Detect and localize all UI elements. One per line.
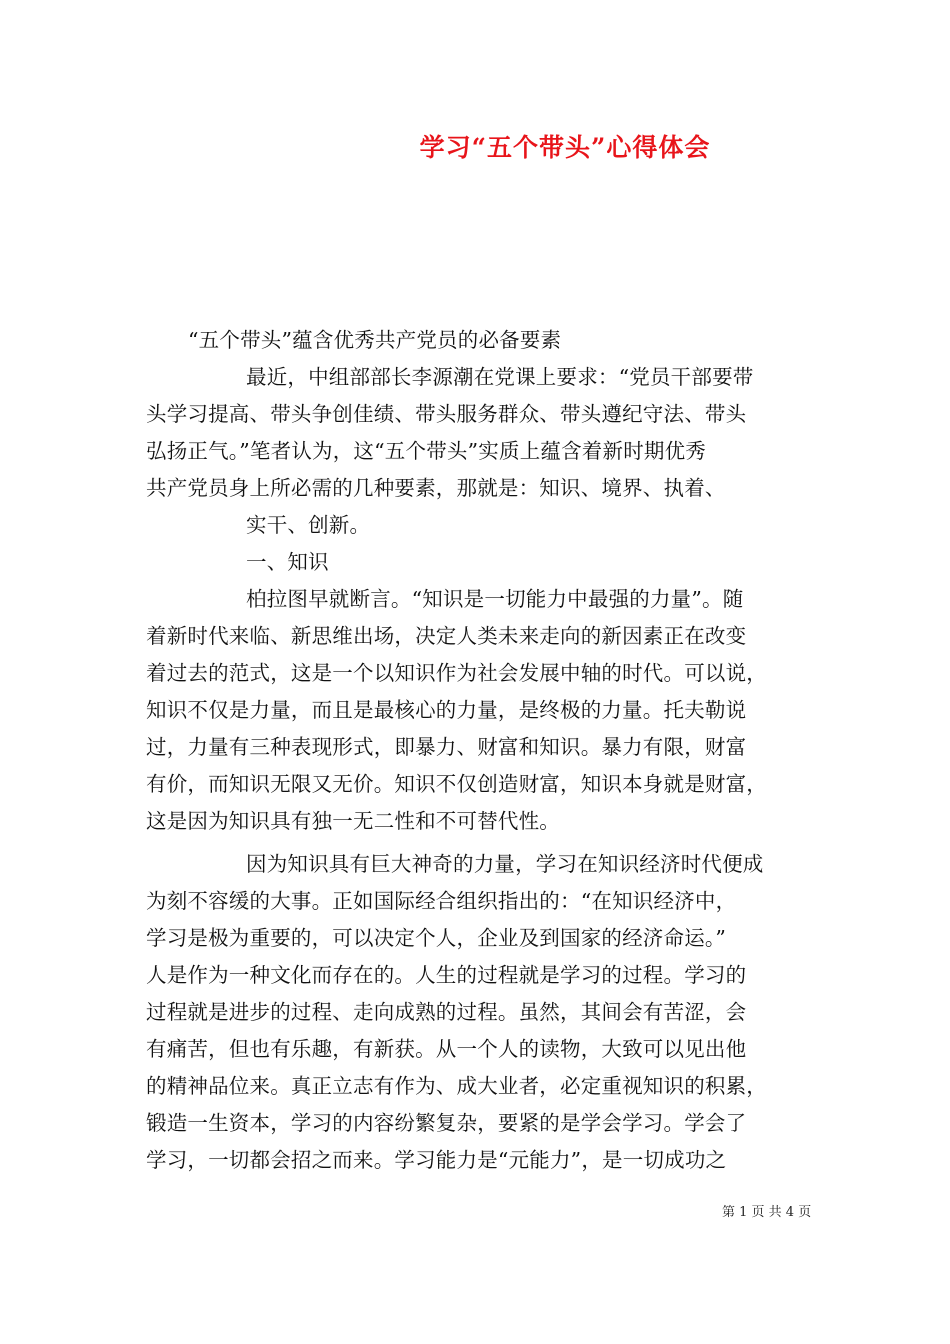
paragraph-line: 过，力量有三种表现形式，即暴力、财富和知识。暴力有限，财富 bbox=[146, 735, 747, 759]
paragraph-line: 知识不仅是力量，而且是最核心的力量，是终极的力量。托夫勒说 bbox=[146, 698, 747, 722]
paragraph-line: 人是作为一种文化而存在的。人生的过程就是学习的过程。学习的 bbox=[146, 963, 747, 987]
document-body bbox=[146, 322, 818, 1179]
paragraph-line: 着新时代来临、新思维出场，决定人类未来走向的新因素正在改变 bbox=[146, 624, 747, 648]
paragraph-line: 为刻不容缓的大事。正如国际经合组织指出的：“在知识经济中， bbox=[146, 889, 737, 913]
paragraph-line: 柏拉图早就断言。“知识是一切能力中最强的力量”。随 bbox=[246, 587, 744, 611]
page-number-footer: 第 1 页 共 4 页 bbox=[722, 1205, 812, 1220]
paragraph-line: 着过去的范式，这是一个以知识作为社会发展中轴的时代。可以说， bbox=[146, 661, 767, 685]
paragraph-line: 这是因为知识具有独一无二性和不可替代性。 bbox=[146, 809, 560, 833]
paragraph-line: 实干、创新。 bbox=[246, 513, 371, 537]
paragraph-line: 头学习提高、带头争创佳绩、带头服务群众、带头遵纪守法、带头 bbox=[146, 402, 747, 426]
paragraph-line: 学习是极为重要的，可以决定个人，企业及到国家的经济命运。” bbox=[146, 926, 727, 950]
paragraph-line: 因为知识具有巨大神奇的力量，学习在知识经济时代便成 bbox=[246, 852, 764, 876]
paragraph-line: 有价，而知识无限又无价。知识不仅创造财富，知识本身就是财富， bbox=[146, 772, 767, 796]
paragraph-line: 的精神品位来。真正立志有作为、成大业者，必定重视知识的积累， bbox=[146, 1074, 767, 1098]
document-title: 学习“五个带头”心得体会 bbox=[419, 133, 711, 162]
paragraph-line: 学习，一切都会招之而来。学习能力是“元能力”，是一切成功之 bbox=[146, 1148, 727, 1172]
paragraph-line: 过程就是进步的过程、走向成熟的过程。虽然，其间会有苦涩，会 bbox=[146, 1000, 747, 1024]
paragraph-line: 最近，中组部部长李源潮在党课上要求：“党员干部要带 bbox=[246, 365, 754, 389]
section-heading: “五个带头”蕴含优秀共产党员的必备要素 bbox=[188, 328, 562, 352]
paragraph-line: 弘扬正气。”笔者认为，这“五个带头”实质上蕴含着新时期优秀 bbox=[146, 439, 706, 463]
paragraph-line: 有痛苦，但也有乐趣，有新获。从一个人的读物，大致可以见出他 bbox=[146, 1037, 747, 1061]
paragraph-line: 共产党员身上所必需的几种要素，那就是：知识、境界、执着、 bbox=[146, 476, 726, 500]
subsection-heading: 一、知识 bbox=[246, 550, 329, 574]
paragraph-line: 锻造一生资本，学习的内容纷繁复杂，要紧的是学会学习。学会了 bbox=[146, 1111, 747, 1135]
